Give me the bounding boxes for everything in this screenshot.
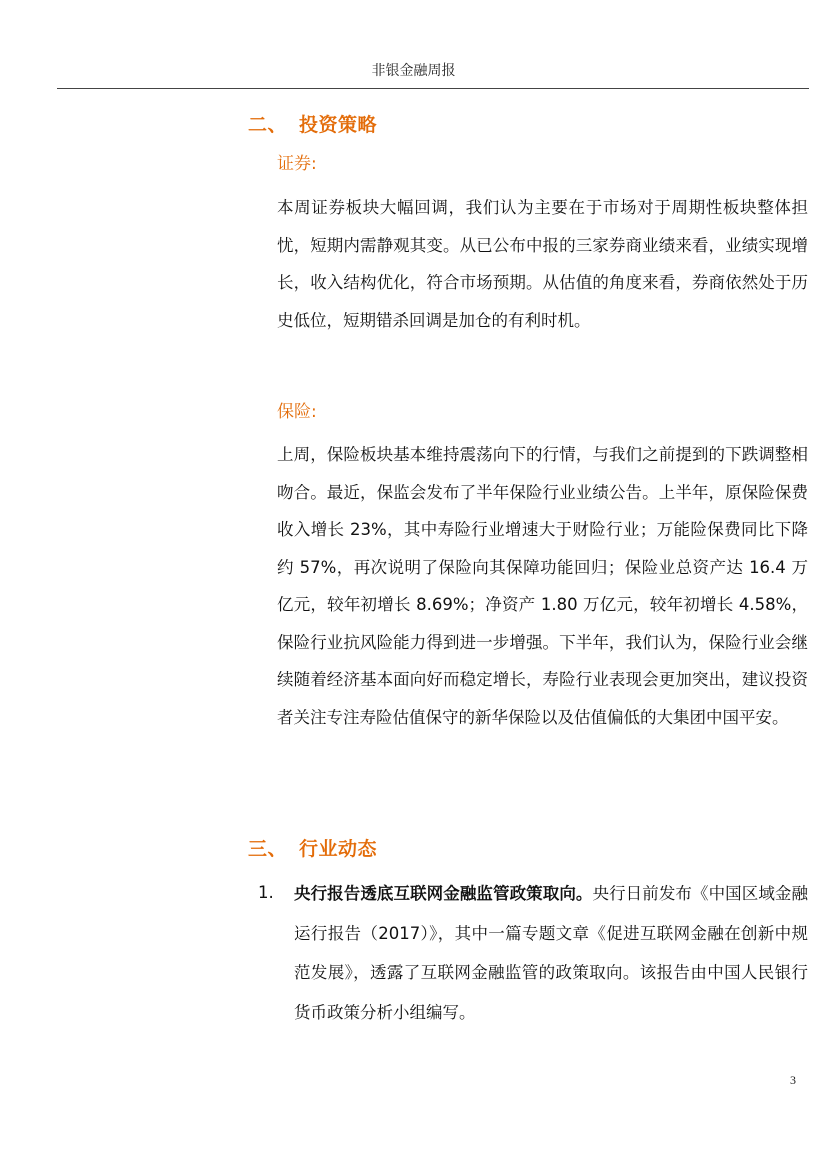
header-divider xyxy=(57,88,809,89)
securities-paragraph: 本周证券板块大幅回调，我们认为主要在于市场对于周期性板块整体担忧，短期内需静观其变。从已公布中报的三家券商业绩来看，业绩实现增长，收入结构优化，符合市场预期。从估值的角度来看，券商依然处于历史低位，短期错杀回调是加仓的有利时机。 xyxy=(277,198,808,330)
section-number: 二、 xyxy=(248,114,288,136)
list-item-body xyxy=(294,874,808,1032)
insurance-paragraph: 上周，保险板块基本维持震荡向下的行情，与我们之前提到的下跌调整相吻合。最近，保监会发布了半年保险行业业绩公告。上半年，原保险保费收入增长 23%，其中寿险行业增速大于财险行业；万能险保费同比下降约 57%，再次说明了保险向其保障功能回归；保险业总资产达 16.4 万亿元，较年初增长 8.69%；净资产 1.80 万亿元，较年初增长 4.58%，保险行业抗风险能力得到进一步增强。下半年，我们认为，保险行业会继续随着经济基本面向好而稳定增长，寿险行业表现会更加突出，建议投资者关注专注寿险估值保守的新华保险以及估值偏低的大集团中国平安。 xyxy=(277,445,808,727)
subsection-label-securities: 证券: xyxy=(277,154,317,174)
list-item-lead: 央行报告透底互联网金融监管政策取向。 xyxy=(294,884,593,903)
section-title: 行业动态 xyxy=(299,838,378,860)
section-number: 三、 xyxy=(248,838,288,860)
list-item-number: 1. xyxy=(258,883,274,902)
page-number: 3 xyxy=(790,1073,796,1087)
section-title: 投资策略 xyxy=(299,114,378,136)
section-heading-industry-news xyxy=(248,834,377,861)
list-item-text: 央行日前发布《中国区域金融运行报告（2017）》，其中一篇专题文章《促进互联网金融在创新中规范发展》，透露了互联网金融监管的政策取向。该报告由中国人民银行货币政策分析小组编写。 xyxy=(294,884,809,1022)
subsection-label-insurance: 保险: xyxy=(277,402,317,422)
section-heading-investment-strategy xyxy=(248,110,377,137)
running-header-title: 非银金融周报 xyxy=(371,63,456,79)
